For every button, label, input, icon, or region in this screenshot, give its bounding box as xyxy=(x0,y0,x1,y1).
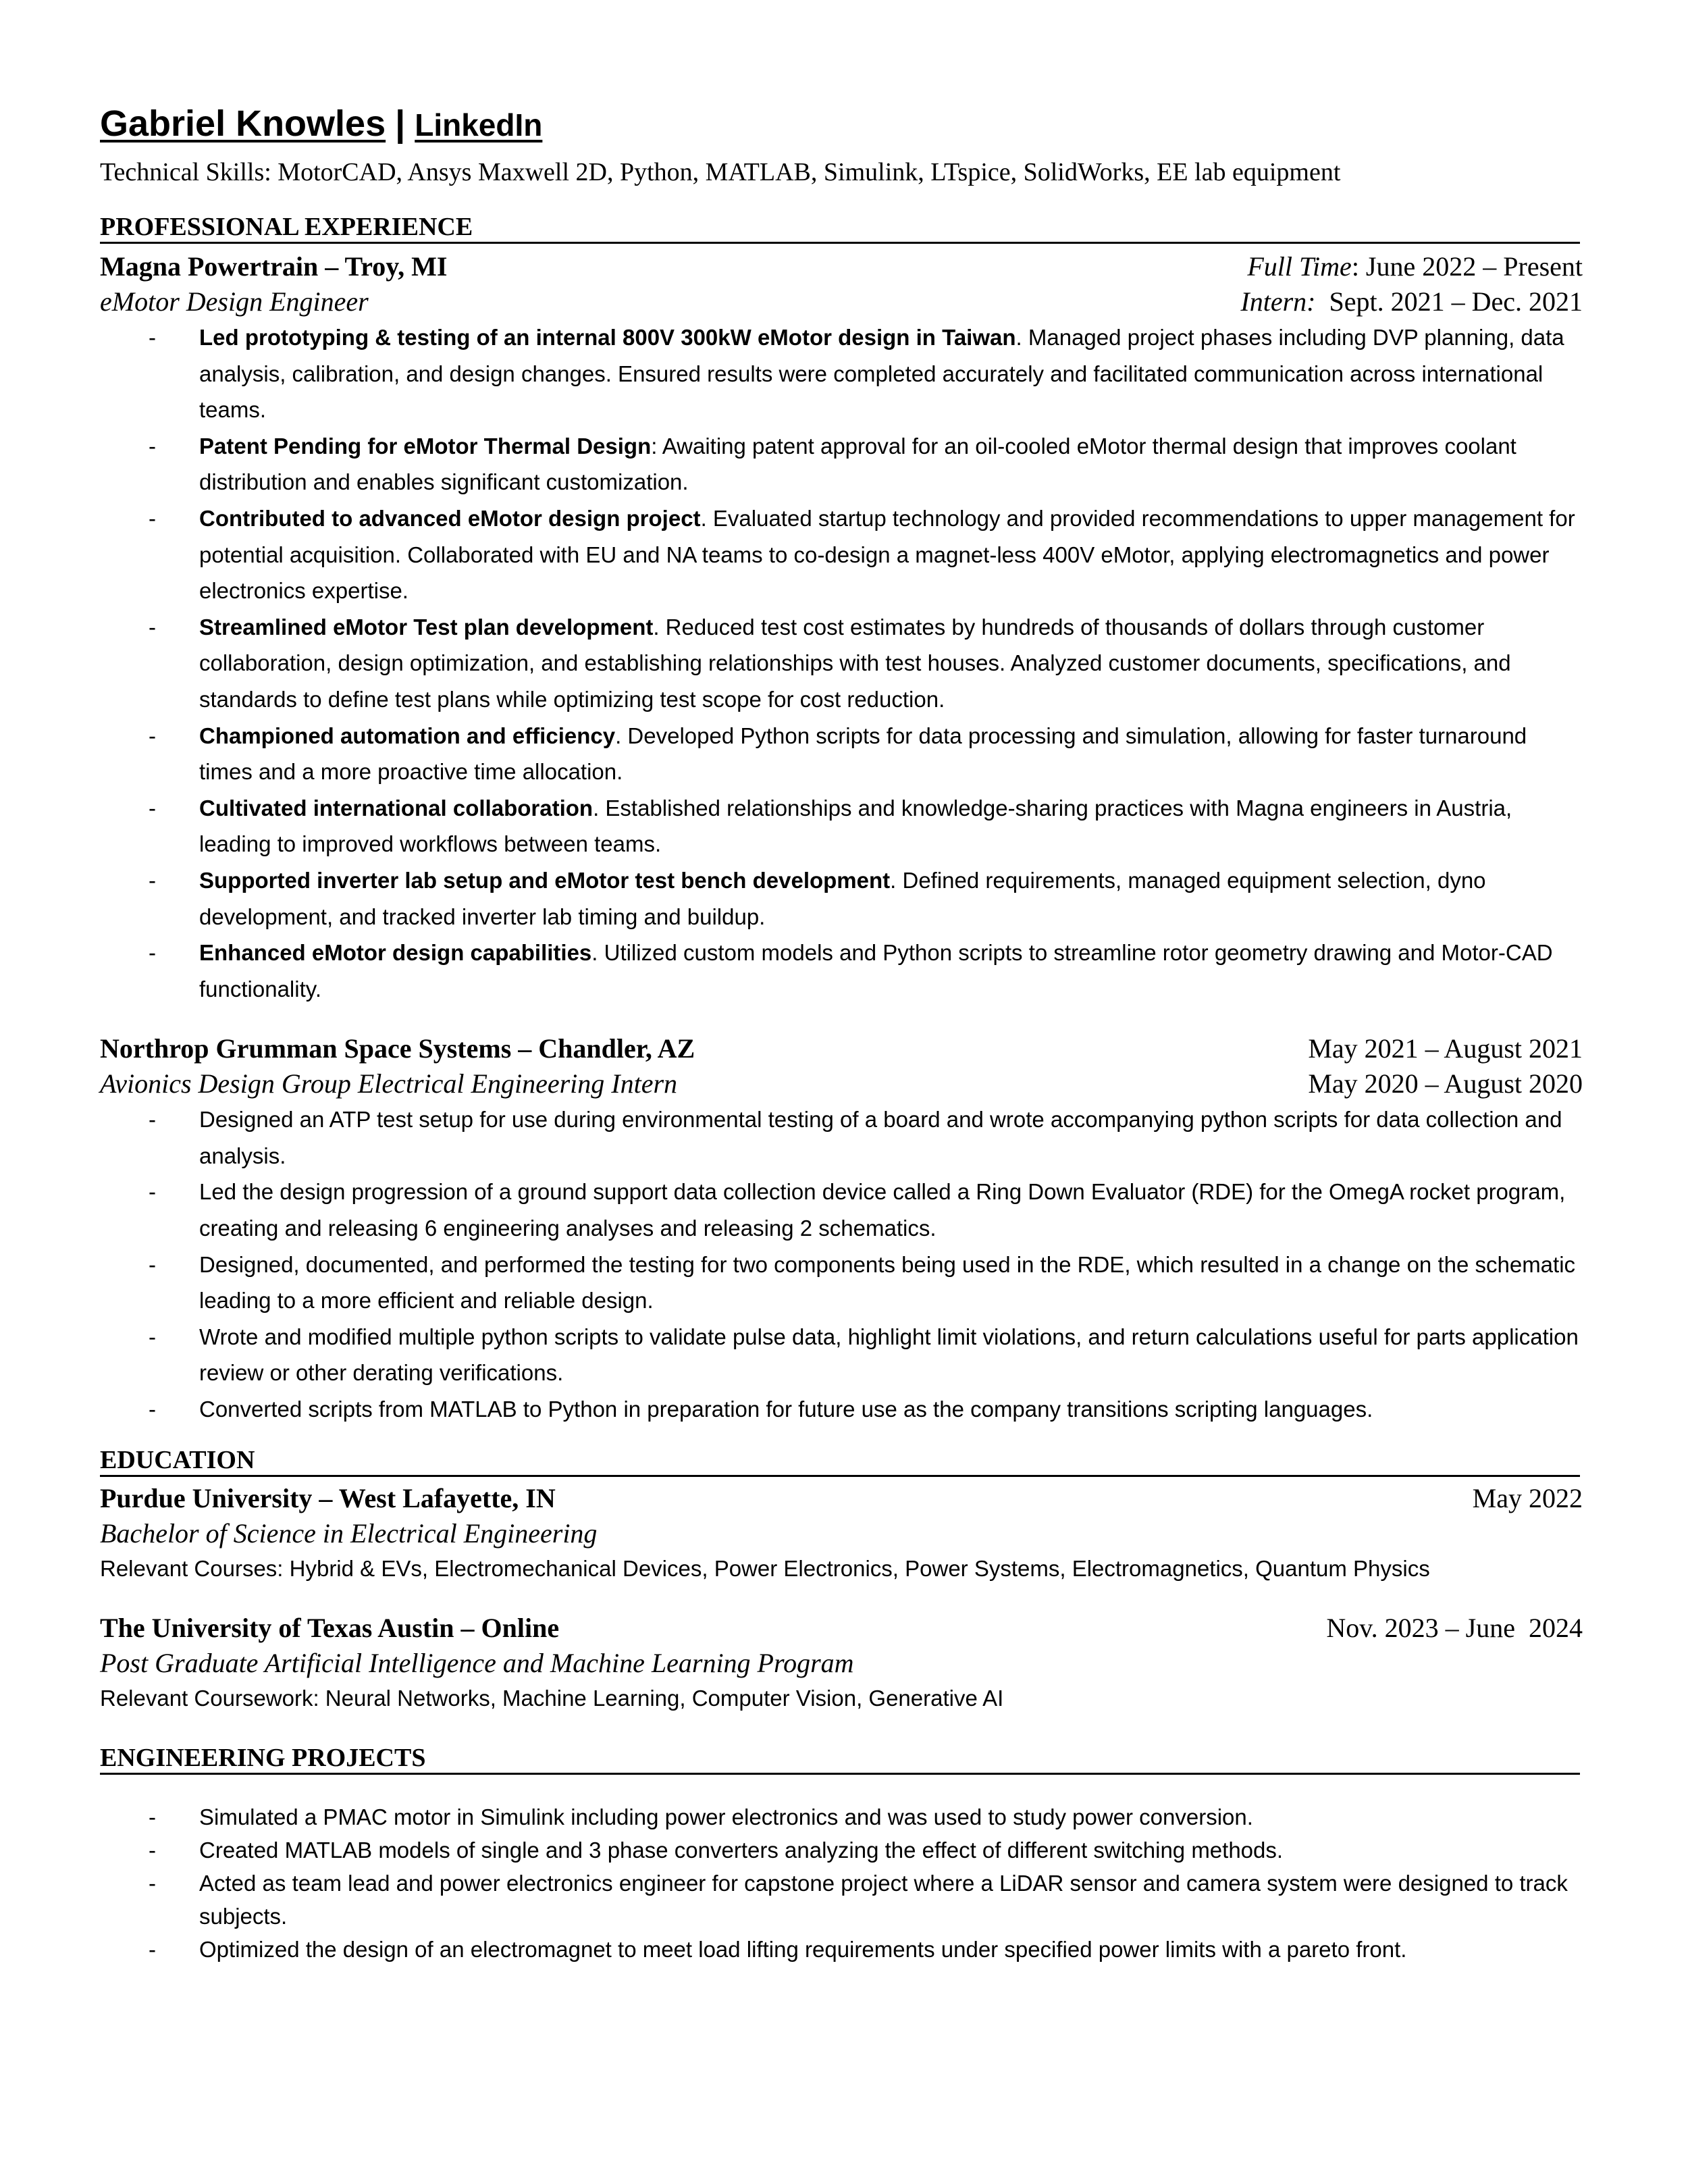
school-header-ut xyxy=(100,1611,1583,1646)
date-intern xyxy=(1240,284,1583,319)
courses-ut: Relevant Coursework: Neural Networks, Machine Learning, Computer Vision, Generative AI xyxy=(100,1685,1004,1711)
bullet-bold-lead: Contributed to advanced eMotor design project xyxy=(199,505,701,531)
bullet-bold-lead: Patent Pending for eMotor Thermal Design xyxy=(199,433,652,459)
section-heading-experience: PROFESSIONAL EXPERIENCE xyxy=(100,212,1580,244)
list-item: - Designed an ATP test setup for use during environmental testing of a board and wrote accompanying python scripts for data collection and analysis. xyxy=(100,1101,1583,1174)
list-item xyxy=(100,718,1583,790)
list-item xyxy=(100,500,1583,609)
bullet-bold-lead: Streamlined eMotor Test plan development xyxy=(199,614,654,640)
date-northrop-2: May 2020 – August 2020 xyxy=(1308,1068,1583,1099)
school-ut: The University of Texas Austin – Online xyxy=(100,1612,560,1643)
bullet-text: . Utilized custom models and Python scripts to streamline rotor geometry drawing and Motor-CAD functionality. xyxy=(199,940,1553,1002)
bullet-text: . Evaluated startup technology and provided recommendations to upper management for potential acquisition. Collaborated with EU and NA teams to co-design a magnet-less 400V eMotor, applying electromagnetics and power electronics expertise. xyxy=(199,505,1575,604)
section-heading-projects: ENGINEERING PROJECTS xyxy=(100,1743,1580,1775)
program-ut: Post Graduate Artificial Intelligence and Machine Learning Program xyxy=(100,1647,854,1678)
bullet-text: . Reduced test cost estimates by hundreds of thousands of dollars through customer collaboration, design optimization, and establishing relationships with test houses. Analyzed customer documents, specifications, and standards to define test plans while optimizing test scope for cost reduction. xyxy=(199,614,1511,712)
magna-bullets xyxy=(100,319,1585,1007)
bullet-text: . Managed project phases including DVP planning, data analysis, calibration, and design changes. Ensured results were completed accurately and facilitated communication across international teams. xyxy=(199,325,1564,423)
date-fulltime-label: Full Time xyxy=(1247,251,1352,282)
bullet-text: . Defined requirements, managed equipment selection, dyno development, and tracked inverter lab timing and buildup. xyxy=(199,867,1486,929)
school-header-purdue xyxy=(100,1481,1583,1516)
list-item: - Led the design progression of a ground support data collection device called a Ring Down Evaluator (RDE) for the OmegA rocket program, creating and releasing 6 engineering analyses and releasing 2 schematics. xyxy=(100,1174,1583,1246)
bullet-text: . Established relationships and knowledge-sharing practices with Magna engineers in Austria, leading to improved workflows between teams. xyxy=(199,795,1512,857)
linkedin-link[interactable]: LinkedIn xyxy=(415,107,543,142)
list-item xyxy=(100,319,1583,428)
list-item: - Converted scripts from MATLAB to Python in preparation for future use as the company transitions scripting languages. xyxy=(100,1391,1583,1428)
job-title-row-northrop xyxy=(100,1066,1583,1101)
list-item xyxy=(100,428,1583,500)
date-purdue: May 2022 xyxy=(1472,1482,1583,1513)
section-heading-education: EDUCATION xyxy=(100,1445,1580,1477)
company-northrop: Northrop Grumman Space Systems – Chandler, AZ xyxy=(100,1033,695,1064)
courses-purdue: Relevant Courses: Hybrid & EVs, Electromechanical Devices, Power Electronics, Power Systems, Electromagnetics, Quantum Physics xyxy=(100,1555,1430,1581)
date-fulltime xyxy=(1247,249,1583,284)
list-item: - Created MATLAB models of single and 3 phase converters analyzing the effect of different switching methods. xyxy=(100,1834,1583,1867)
date-fulltime-value: : June 2022 – Present xyxy=(1351,251,1583,282)
candidate-name: Gabriel Knowles xyxy=(100,103,386,144)
job-title-magna: eMotor Design Engineer xyxy=(100,286,369,317)
list-item: - Wrote and modified multiple python scripts to validate pulse data, highlight limit violations, and return calculations useful for parts application review or other derating verifications. xyxy=(100,1319,1583,1391)
bullet-bold-lead: Cultivated international collaboration xyxy=(199,795,594,821)
list-item xyxy=(100,862,1583,935)
bullet-text: . Developed Python scripts for data processing and simulation, allowing for faster turnaround times and a more proactive time allocation. xyxy=(199,723,1527,785)
degree-purdue: Bachelor of Science in Electrical Engineering xyxy=(100,1517,598,1549)
job-title-row-magna xyxy=(100,284,1583,319)
name-separator: | xyxy=(395,103,406,144)
job-header-magna xyxy=(100,249,1583,284)
job-header-northrop xyxy=(100,1031,1583,1066)
list-item xyxy=(100,935,1583,1007)
bullet-bold-lead: Championed automation and efficiency xyxy=(199,723,616,748)
date-intern-value: Sept. 2021 – Dec. 2021 xyxy=(1315,286,1583,317)
list-item xyxy=(100,790,1583,862)
school-purdue: Purdue University – West Lafayette, IN xyxy=(100,1482,556,1513)
bullet-bold-lead: Supported inverter lab setup and eMotor test bench development xyxy=(199,867,891,893)
list-item: - Acted as team lead and power electronics engineer for capstone project where a LiDAR sensor and camera system were designed to track subjects. xyxy=(100,1867,1583,1933)
list-item: - Simulated a PMAC motor in Simulink including power electronics and was used to study power conversion. xyxy=(100,1800,1583,1834)
job-title-northrop: Avionics Design Group Electrical Engineering Intern xyxy=(100,1068,678,1099)
date-ut: Nov. 2023 – June 2024 xyxy=(1326,1612,1583,1643)
date-intern-label: Intern: xyxy=(1240,286,1316,317)
technical-skills: Technical Skills: MotorCAD, Ansys Maxwell 2D, Python, MATLAB, Simulink, LTspice, SolidWorks, EE lab equipment xyxy=(100,158,1341,186)
list-item: - Designed, documented, and performed the testing for two components being used in the RDE, which resulted in a change on the schematic leading to a more efficient and reliable design. xyxy=(100,1247,1583,1319)
degree-row-purdue xyxy=(100,1516,1583,1551)
program-row-ut xyxy=(100,1646,1583,1681)
bullet-text: : Awaiting patent approval for an oil-cooled eMotor thermal design that improves coolant distribution and enables significant customization. xyxy=(199,433,1516,495)
bullet-bold-lead: Enhanced eMotor design capabilities xyxy=(199,940,592,966)
list-item xyxy=(100,609,1583,718)
bullet-bold-lead: Led prototyping & testing of an internal 800V 300kW eMotor design in Taiwan xyxy=(199,325,1016,350)
northrop-bullets xyxy=(100,1101,1585,1427)
company-magna: Magna Powertrain – Troy, MI xyxy=(100,251,448,282)
list-item: - Optimized the design of an electromagnet to meet load lifting requirements under specified power limits with a pareto front. xyxy=(100,1933,1583,1966)
date-northrop-1: May 2021 – August 2021 xyxy=(1308,1033,1583,1064)
resume-page xyxy=(100,101,1585,1966)
name-header xyxy=(100,101,1585,146)
project-bullets xyxy=(100,1800,1585,1966)
